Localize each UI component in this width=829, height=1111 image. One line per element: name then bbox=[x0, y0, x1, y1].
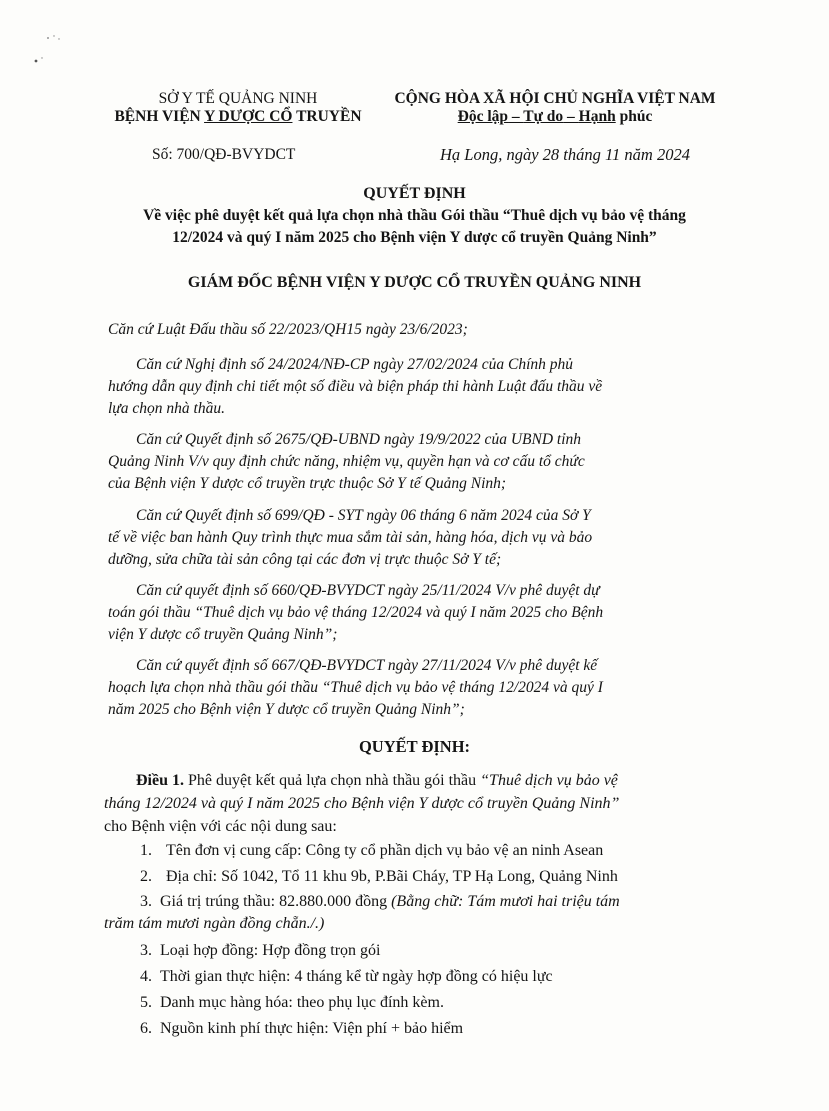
article-1-line-1 bbox=[136, 772, 618, 790]
article-1-line-2: tháng 12/2024 và quý I năm 2025 cho Bệnh viện Y dược cổ truyền Quảng Ninh” bbox=[104, 795, 620, 812]
legal-basis-5 bbox=[108, 580, 748, 646]
department-name: SỞ Y TẾ QUẢNG NINH bbox=[158, 90, 318, 107]
motto-part2: Tự do bbox=[523, 108, 564, 125]
item-number: 3. bbox=[140, 942, 152, 959]
list-item bbox=[140, 1020, 463, 1038]
motto-part3: Hạnh bbox=[578, 108, 616, 125]
hospital-name-part3: TRUYỀN bbox=[292, 108, 362, 125]
list-item bbox=[140, 942, 380, 960]
item-number: 3. bbox=[140, 893, 152, 910]
legal-basis-line: Căn cứ quyết định số 667/QĐ-BVYDCT ngày 27/11/2024 V/v phê duyệt kế bbox=[136, 657, 598, 674]
legal-basis-line: tế về việc ban hành Quy trình thực mua sắm tài sản, hàng hóa, dịch vụ và bảo bbox=[108, 529, 593, 546]
article-1-line-3: cho Bệnh viện với các nội dung sau: bbox=[104, 818, 337, 835]
item-text: Thời gian thực hiện: 4 tháng kể từ ngày hợp đồng có hiệu lực bbox=[160, 968, 553, 985]
list-item bbox=[140, 868, 618, 886]
legal-basis-line: dưỡng, sửa chữa tài sản công tại các đơn vị trực thuộc Sở Y tế; bbox=[108, 551, 502, 568]
item-number: 5. bbox=[140, 994, 152, 1011]
legal-basis-2 bbox=[108, 354, 748, 420]
legal-basis-line: Quảng Ninh V/v quy định chức năng, nhiệm vụ, quyền hạn và cơ cấu tổ chức bbox=[108, 453, 585, 470]
legal-basis-line: hướng dẫn quy định chi tiết một số điều và biện pháp thi hành Luật đấu thầu về bbox=[108, 378, 603, 395]
subject-line-2: 12/2024 và quý I năm 2025 cho Bệnh viện Y dược cổ truyền Quảng Ninh” bbox=[172, 229, 657, 246]
item-text: Loại hợp đồng: Hợp đồng trọn gói bbox=[160, 942, 381, 959]
item-text: Tên đơn vị cung cấp: Công ty cổ phần dịch vụ bảo vệ an ninh Asean bbox=[166, 842, 604, 859]
national-motto bbox=[380, 108, 730, 126]
article-1-text: Phê duyệt kết quả lựa chọn nhà thầu gói thầu bbox=[184, 772, 481, 789]
motto-sep1: – bbox=[508, 108, 524, 125]
item-text: Danh mục hàng hóa: theo phụ lục đính kèm. bbox=[160, 994, 444, 1011]
legal-basis-line: Căn cứ Nghị định số 24/2024/NĐ-CP ngày 27/02/2024 của Chính phủ bbox=[136, 356, 574, 373]
legal-basis-line: viện Y dược cổ truyền Quảng Ninh”; bbox=[108, 626, 338, 643]
legal-basis-line: toán gói thầu “Thuê dịch vụ bảo vệ tháng 12/2024 và quý I năm 2025 cho Bệnh bbox=[108, 604, 604, 621]
item-number: 2. bbox=[140, 868, 152, 885]
motto-part1: Độc lập bbox=[457, 108, 509, 125]
item-text: Địa chỉ: Số 1042, Tổ 11 khu 9b, P.Bãi Cháy, TP Hạ Long, Quảng Ninh bbox=[166, 868, 618, 885]
legal-basis-line: năm 2025 cho Bệnh viện Y dược cổ truyền Quảng Ninh”; bbox=[108, 701, 465, 718]
hospital-name-part1: BỆNH VIỆN bbox=[114, 108, 205, 125]
legal-basis-line: Căn cứ quyết định số 660/QĐ-BVYDCT ngày 25/11/2024 V/v phê duyệt dự bbox=[136, 582, 600, 599]
legal-basis-line: Căn cứ Quyết định số 2675/QĐ-UBND ngày 19/9/2022 của UBND tỉnh bbox=[136, 431, 581, 448]
article-1-label: Điều 1. bbox=[136, 772, 184, 789]
hospital-name-underlined: Y DƯỢC CỔ bbox=[204, 108, 293, 125]
legal-basis-line: Căn cứ Quyết định số 699/QĐ - SYT ngày 06 tháng 6 năm 2024 của Sở Y bbox=[136, 507, 591, 524]
legal-basis-line: lựa chọn nhà thầu. bbox=[108, 400, 225, 417]
list-item bbox=[140, 994, 444, 1012]
item-text-italic: (Bằng chữ: Tám mươi hai triệu tám bbox=[391, 893, 620, 910]
legal-basis-1 bbox=[108, 319, 748, 341]
motto-part4: phúc bbox=[615, 108, 653, 125]
document-date: Hạ Long, ngày 28 tháng 11 năm 2024 bbox=[440, 145, 690, 164]
item-number: 4. bbox=[140, 968, 152, 985]
document-number: Số: 700/QĐ-BVYDCT bbox=[152, 146, 296, 163]
hospital-name bbox=[98, 108, 378, 126]
item-text: Nguồn kinh phí thực hiện: Viện phí + bảo hiểm bbox=[160, 1020, 464, 1037]
list-item bbox=[140, 842, 603, 860]
legal-basis-3 bbox=[108, 429, 748, 495]
motto-sep2: – bbox=[563, 108, 579, 125]
item-number: 1. bbox=[140, 842, 152, 859]
legal-basis-4 bbox=[108, 505, 748, 571]
list-item-continuation: trăm tám mươi ngàn đồng chẵn./.) bbox=[104, 915, 325, 932]
nation-name: CỘNG HÒA XÃ HỘI CHỦ NGHĨA VIỆT NAM bbox=[394, 90, 716, 107]
issuing-authority: GIÁM ĐỐC BỆNH VIỆN Y DƯỢC CỔ TRUYỀN QUẢNG NINH bbox=[187, 274, 642, 291]
item-number: 6. bbox=[140, 1020, 152, 1037]
list-item bbox=[140, 893, 620, 911]
legal-basis-6 bbox=[108, 655, 748, 721]
scan-specks bbox=[20, 20, 100, 100]
legal-basis-line: Căn cứ Luật Đấu thầu số 22/2023/QH15 ngày 23/6/2023; bbox=[108, 321, 468, 338]
legal-basis-line: hoạch lựa chọn nhà thầu gói thầu “Thuê dịch vụ bảo vệ tháng 12/2024 và quý I bbox=[108, 679, 603, 696]
legal-basis-line: của Bệnh viện Y dược cổ truyền trực thuộc Sở Y tế Quảng Ninh; bbox=[108, 475, 507, 492]
decision-heading: QUYẾT ĐỊNH: bbox=[358, 737, 471, 756]
item-text: Giá trị trúng thầu: 82.880.000 đồng bbox=[160, 893, 392, 910]
article-1-package: “Thuê dịch vụ bảo vệ bbox=[480, 772, 618, 789]
document-title: QUYẾT ĐỊNH bbox=[363, 185, 466, 202]
list-item bbox=[140, 968, 553, 986]
subject-line-1: Về việc phê duyệt kết quả lựa chọn nhà thầu Gói thầu “Thuê dịch vụ bảo vệ tháng bbox=[143, 207, 686, 224]
